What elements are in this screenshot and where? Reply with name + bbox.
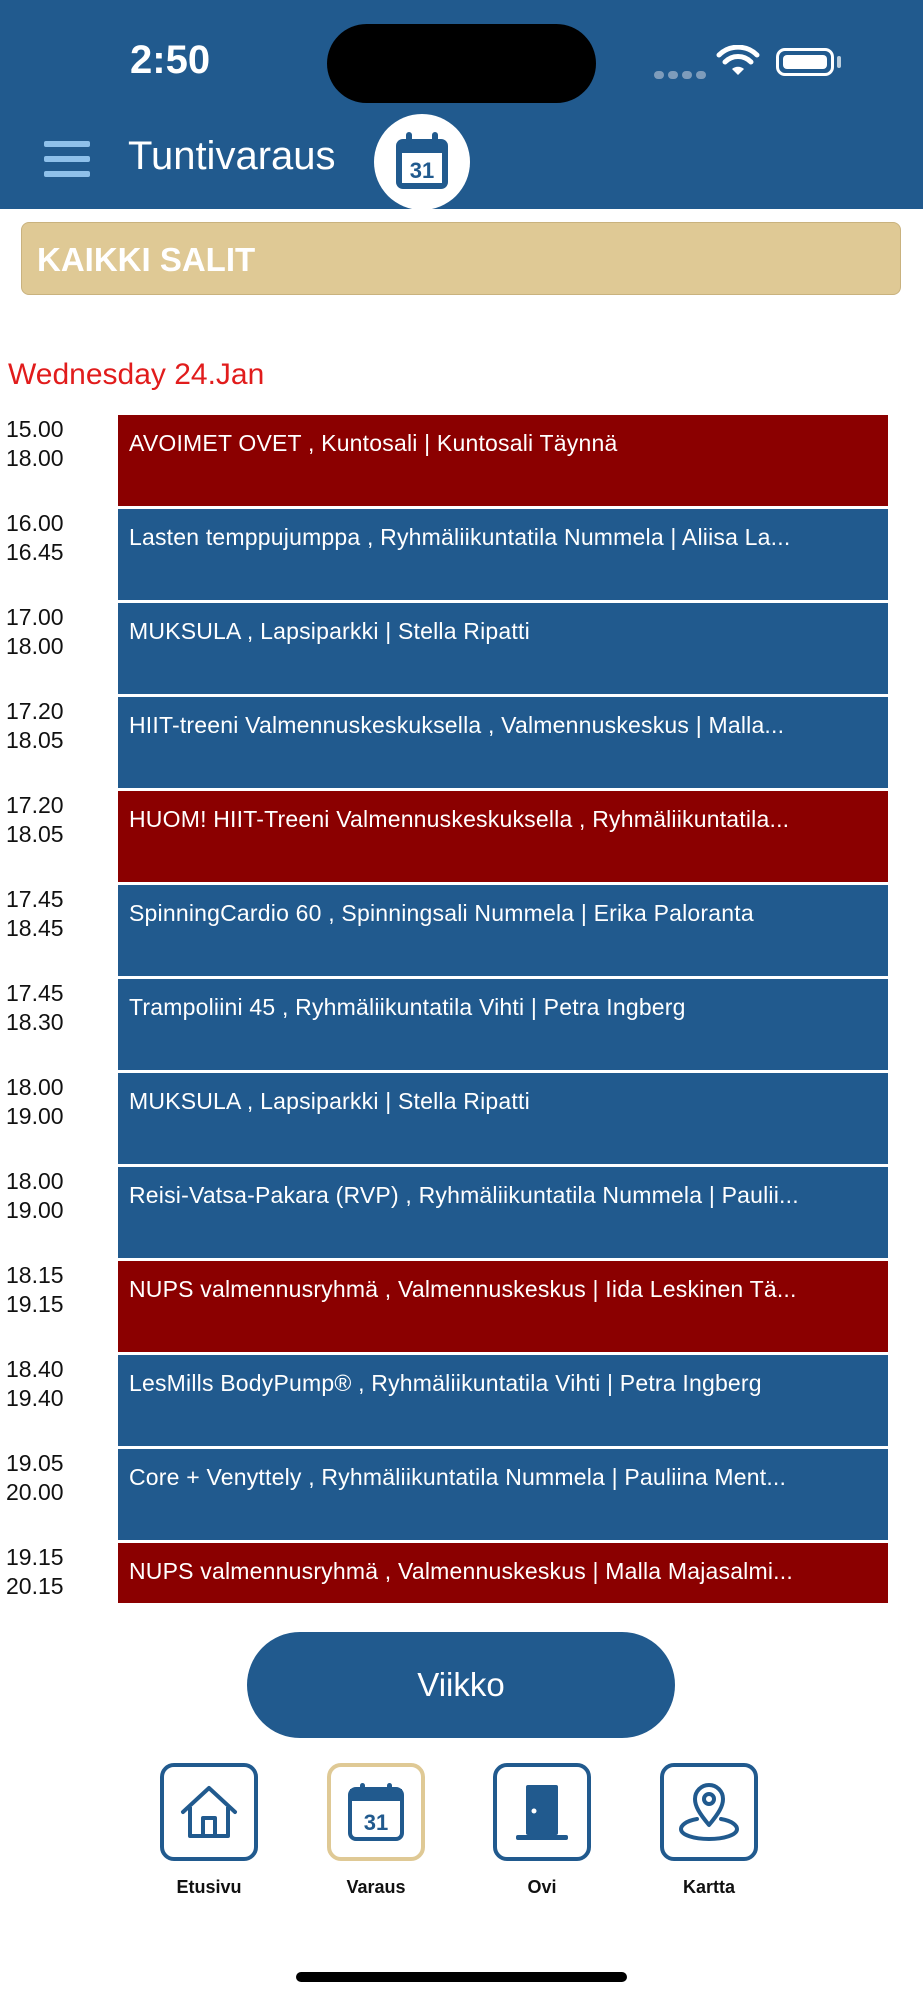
class-start-time: 18.40 — [6, 1356, 64, 1382]
class-time — [6, 415, 64, 473]
class-start-time: 16.00 — [6, 510, 64, 536]
nav-map-label: Kartta — [682, 1877, 735, 1897]
class-start-time: 18.00 — [6, 1168, 64, 1194]
class-end-time: 18.30 — [6, 1009, 64, 1035]
class-time — [6, 1261, 64, 1319]
battery-icon — [776, 48, 834, 76]
class-end-time: 18.00 — [6, 633, 64, 659]
menu-icon[interactable] — [44, 141, 90, 177]
home-icon — [160, 1763, 258, 1861]
class-card[interactable]: MUKSULA , Lapsiparkki | Stella Ripatti — [118, 603, 888, 694]
class-card[interactable]: NUPS valmennusryhmä , Valmennuskeskus | Iida Leskinen Tä... — [118, 1261, 888, 1352]
class-end-time: 18.05 — [6, 727, 64, 753]
class-time — [6, 697, 64, 755]
wifi-icon — [716, 45, 760, 79]
door-icon — [493, 1763, 591, 1861]
map-pin-icon — [660, 1763, 758, 1861]
class-time — [6, 791, 64, 849]
class-end-time: 19.00 — [6, 1103, 64, 1129]
nav-booking-label: Varaus — [346, 1877, 406, 1897]
class-end-time: 18.05 — [6, 821, 64, 847]
class-card[interactable]: HIIT-treeni Valmennuskeskuksella , Valmennuskeskus | Malla... — [118, 697, 888, 788]
nav-map[interactable] — [657, 1763, 761, 1898]
all-halls-banner[interactable]: KAIKKI SALIT — [21, 222, 901, 295]
nav-door-label: Ovi — [527, 1877, 557, 1897]
class-time — [6, 1449, 64, 1507]
class-start-time: 17.45 — [6, 980, 64, 1006]
nav-door[interactable] — [490, 1763, 594, 1898]
class-time — [6, 979, 64, 1037]
class-start-time: 15.00 — [6, 416, 64, 442]
class-start-time: 17.45 — [6, 886, 64, 912]
class-time — [6, 509, 64, 567]
class-start-time: 18.00 — [6, 1074, 64, 1100]
class-time — [6, 1543, 64, 1601]
class-card[interactable]: NUPS valmennusryhmä , Valmennuskeskus | Malla Majasalmi... — [118, 1543, 888, 1603]
class-end-time: 18.45 — [6, 915, 64, 941]
class-time — [6, 1073, 64, 1131]
dynamic-island — [327, 24, 596, 103]
class-time — [6, 1355, 64, 1413]
class-start-time: 19.05 — [6, 1450, 64, 1476]
app-header — [0, 0, 923, 209]
class-card[interactable]: MUKSULA , Lapsiparkki | Stella Ripatti — [118, 1073, 888, 1164]
class-start-time: 17.20 — [6, 792, 64, 818]
class-end-time: 19.40 — [6, 1385, 64, 1411]
home-indicator — [296, 1972, 627, 1982]
class-end-time: 19.00 — [6, 1197, 64, 1223]
class-card[interactable]: HUOM! HIIT-Treeni Valmennuskeskuksella , Ryhmäliikuntatila... — [118, 791, 888, 882]
class-start-time: 19.15 — [6, 1544, 64, 1570]
class-end-time: 16.45 — [6, 539, 64, 565]
calendar-logo-icon — [374, 114, 470, 210]
class-card[interactable]: Trampoliini 45 , Ryhmäliikuntatila Vihti | Petra Ingberg — [118, 979, 888, 1070]
class-end-time: 18.00 — [6, 445, 64, 471]
cellular-signal-icon — [654, 66, 710, 84]
status-time: 2:50 — [130, 38, 211, 82]
date-heading: Wednesday 24.Jan — [8, 358, 265, 391]
svg-text:31: 31 — [363, 1810, 389, 1835]
svg-text:31: 31 — [409, 158, 435, 183]
class-card[interactable]: AVOIMET OVET , Kuntosali | Kuntosali Täynnä — [118, 415, 888, 506]
class-card[interactable]: SpinningCardio 60 , Spinningsali Nummela | Erika Paloranta — [118, 885, 888, 976]
nav-booking[interactable] — [324, 1763, 428, 1898]
class-card[interactable]: Core + Venyttely , Ryhmäliikuntatila Nummela | Pauliina Ment... — [118, 1449, 888, 1540]
class-card[interactable]: Reisi-Vatsa-Pakara (RVP) , Ryhmäliikuntatila Nummela | Paulii... — [118, 1167, 888, 1258]
week-button[interactable]: Viikko — [247, 1632, 675, 1738]
class-start-time: 17.00 — [6, 604, 64, 630]
page-title: Tuntivaraus — [128, 134, 336, 178]
battery-tip — [837, 56, 841, 68]
nav-home[interactable] — [157, 1763, 261, 1898]
class-time — [6, 885, 64, 943]
class-start-time: 17.20 — [6, 698, 64, 724]
class-start-time: 18.15 — [6, 1262, 64, 1288]
calendar-icon — [327, 1763, 425, 1861]
class-end-time: 19.15 — [6, 1291, 64, 1317]
nav-home-label: Etusivu — [176, 1877, 242, 1897]
class-card[interactable]: LesMills BodyPump® , Ryhmäliikuntatila Vihti | Petra Ingberg — [118, 1355, 888, 1446]
class-time — [6, 1167, 64, 1225]
class-end-time: 20.00 — [6, 1479, 64, 1505]
class-end-time: 20.15 — [6, 1573, 64, 1599]
class-card[interactable]: Lasten temppujumppa , Ryhmäliikuntatila Nummela | Aliisa La... — [118, 509, 888, 600]
class-time — [6, 603, 64, 661]
